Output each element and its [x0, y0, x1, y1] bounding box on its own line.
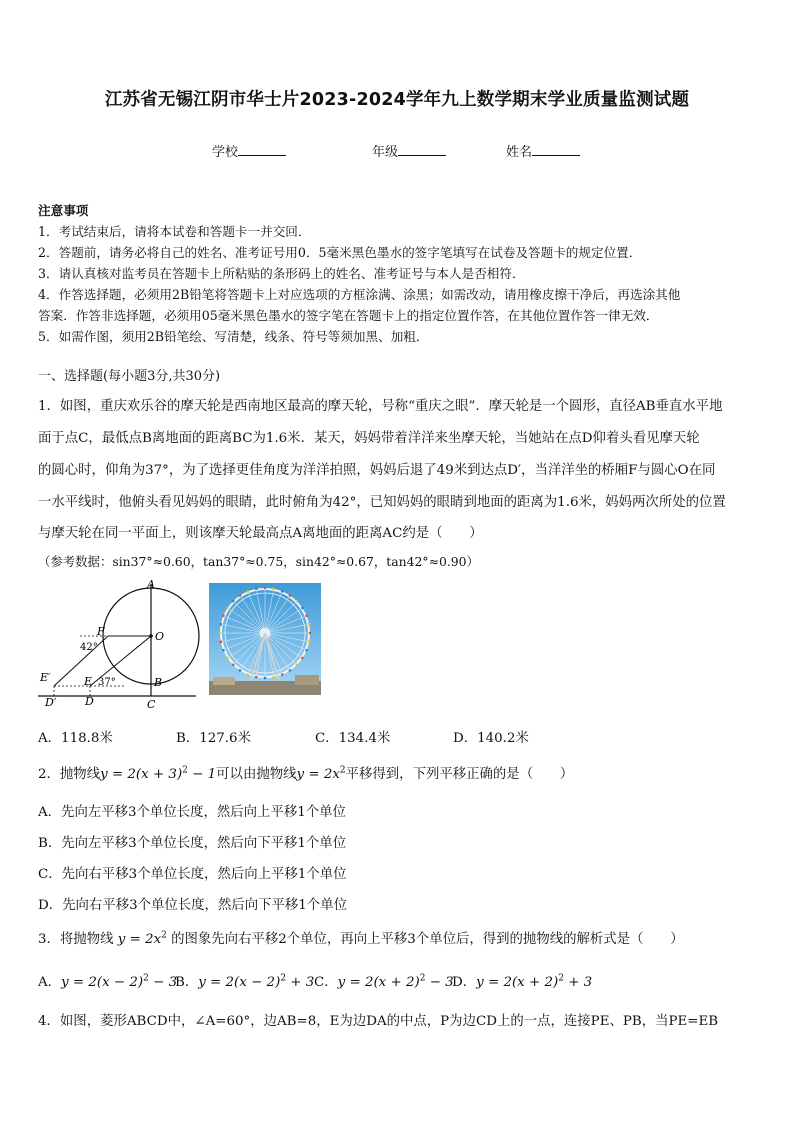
q3-stem-end: 的图象先向右平移2个单位，再向上平移3个单位后，得到的抛物线的解析式是（ ）	[171, 932, 684, 947]
wheel-cabin	[305, 649, 307, 651]
q3-eq	[118, 932, 167, 947]
q3-option-d-expr: y = 2(x + 2)	[476, 975, 559, 990]
wheel-cabin	[247, 590, 249, 592]
q3-option-a[interactable]	[38, 971, 177, 990]
q2-eq1	[100, 767, 216, 782]
wheel-cabin	[281, 590, 283, 592]
notice-item: 2．答题前，请务必将自己的姓名、准考证号用0．5毫米黑色墨水的签字笔填写在试卷及答题卡的规定位置．	[38, 245, 642, 260]
wheel-cabin	[232, 664, 234, 666]
q2-option-b[interactable]: B．先向左平移3个单位长度，然后向下平移1个单位	[38, 836, 347, 851]
notice-heading: 注意事项	[38, 203, 89, 218]
label-o: O	[155, 630, 165, 643]
q3-option-c[interactable]	[314, 971, 454, 990]
wheel-cabin	[220, 623, 222, 625]
q1-line: 的圆心时，仰角为37°，为了选择更佳角度为洋洋拍照，妈妈后退了49米到达点D′，当洋洋坐的桥厢F与圆心O在同	[38, 463, 716, 478]
q3-option-b-exp: 2	[280, 973, 287, 984]
wheel-cabin	[289, 669, 291, 671]
q3-option-a-label: A．	[38, 975, 62, 990]
q2-stem-mid: 可以由抛物线	[216, 767, 297, 782]
q3-option-c-expr: y = 2(x + 2)	[337, 975, 420, 990]
q2-option-c[interactable]: C．先向右平移3个单位长度，然后向上平移1个单位	[38, 867, 347, 882]
q3-option-d-tail: + 3	[563, 975, 593, 990]
wheel-cabin	[232, 600, 234, 602]
q1-option-d[interactable]: D．140.2米	[453, 731, 529, 746]
wheel-cabin	[239, 594, 241, 596]
ferris-wheel-photo	[209, 583, 321, 695]
grade-label: 年级	[372, 145, 399, 160]
q3-stem	[38, 928, 684, 947]
wheel-cabin	[226, 657, 228, 659]
q1-line: 一水平线时，他俯头看见妈妈的眼睛，此时俯角为42°，已知妈妈的眼睛到地面的距离为1.6米，妈妈两次所处的位置	[38, 495, 726, 510]
wheel-cabin	[301, 607, 303, 609]
q3-option-b-expr: y = 2(x − 2)	[198, 975, 281, 990]
school-label: 学校	[212, 145, 239, 160]
label-d-prime: D′	[45, 696, 57, 709]
q3-eq-base: y = 2x	[117, 932, 162, 947]
angle-42-label: 42°	[80, 642, 98, 653]
label-e: E	[84, 675, 93, 688]
notice-item: 4．作答选择题，必须用2B铅笔将答题卡上对应选项的方框涂满、涂黑；如需改动，请用橡皮擦干净后，再选涂其他	[38, 287, 681, 302]
q2-eq2-exp: 2	[339, 765, 346, 776]
q2-eq2-base: y = 2x	[296, 767, 340, 782]
wheel-cabin	[289, 594, 291, 596]
wheel-cabin	[255, 588, 257, 590]
wheel-cabin	[219, 632, 221, 634]
q2-option-d[interactable]: D．先向右平移3个单位长度，然后向下平移1个单位	[38, 898, 347, 913]
q1-geometry-figure	[36, 578, 206, 712]
notice-item: 答案．作答非选择题，必须用05毫米黑色墨水的签字笔在答题卡上的指定位置作答，在其他位置作答一律无效．	[38, 308, 659, 323]
wheel-cabin	[308, 641, 310, 643]
notice-item: 3．请认真核对监考员在答题卡上所粘贴的条形码上的姓名、准考证号与本人是否相符．	[38, 266, 525, 281]
q3-option-d-exp: 2	[558, 973, 564, 984]
q2-stem-start: 2．抛物线	[38, 767, 101, 782]
notice-item: 5．如需作图，须用2B铅笔绘、写清楚，线条、符号等须加黑、加粗．	[38, 329, 429, 344]
wheel-cabin	[309, 632, 311, 634]
school-field	[212, 141, 286, 160]
q3-option-d[interactable]	[452, 971, 592, 990]
q3-option-a-expr: y = 2(x − 2)	[61, 975, 144, 990]
wheel-cabin	[296, 600, 298, 602]
q2-option-a[interactable]: A．先向左平移3个单位长度，然后向上平移1个单位	[38, 805, 346, 820]
q3-option-b-label: B．	[175, 975, 199, 990]
q1-line: 面于点C，最低点B离地面的距离BC为1.6米．某天，妈妈带着洋洋来坐摩天轮，当她站在点D仰着头看见摩天轮	[38, 431, 700, 446]
wheel-cabin	[281, 673, 283, 675]
q3-option-c-label: C．	[314, 975, 338, 990]
wheel-cabin	[239, 669, 241, 671]
wheel-cabin	[273, 588, 275, 590]
section-heading: 一、选择题(每小题3分,共30分)	[38, 369, 221, 384]
name-blank	[532, 143, 580, 156]
wheel-cabin	[305, 615, 307, 617]
q1-option-b[interactable]: B．127.6米	[176, 731, 251, 746]
q2-eq2	[297, 767, 346, 782]
q4-stem: 4．如图，菱形ABCD中，∠A=60°，边AB=8，E为边DA的中点，P为边CD上的一点，连接PE、PB，当PE=EB	[38, 1014, 719, 1029]
notice-item: 1．考试结束后，请将本试卷和答题卡一并交回．	[38, 224, 311, 239]
q1-option-c[interactable]: C．134.4米	[315, 731, 391, 746]
wheel-cabin	[247, 673, 249, 675]
wheel-cabin	[301, 657, 303, 659]
wheel-cabin	[296, 664, 298, 666]
center-point	[149, 634, 153, 638]
label-b: B	[154, 676, 163, 689]
grade-field	[372, 141, 446, 160]
q3-option-d-label: D．	[452, 975, 477, 990]
page-title: 江苏省无锡江阴市华士片2023-2024学年九上数学期末学业质量监测试题	[104, 90, 690, 110]
q1-reference-data: （参考数据：sin37°≈0.60，tan37°≈0.75，sin42°≈0.67，tan42°≈0.90）	[38, 554, 479, 569]
q2-stem	[38, 763, 573, 782]
wheel-cabin	[264, 677, 266, 679]
q1-line: 与摩天轮在同一平面上，则该摩天轮最高点A离地面的距离AC约是（ ）	[38, 526, 483, 541]
q2-eq1-base: y = 2(x + 3)	[100, 767, 183, 782]
q3-option-b-tail: + 3	[286, 975, 315, 990]
q1-line: 1．如图，重庆欢乐谷的摩天轮是西南地区最高的摩天轮，号称“重庆之眼”．摩天轮是一个圆形，直径AB垂直水平地	[38, 399, 723, 414]
wheel-cabin	[226, 607, 228, 609]
label-f: F	[97, 625, 105, 638]
label-e-prime: E′	[40, 671, 51, 684]
wheel-cabin	[255, 676, 257, 678]
q3-option-c-exp: 2	[419, 973, 426, 984]
wheel-cabin	[222, 615, 224, 617]
wheel-cabin	[308, 623, 310, 625]
name-field	[506, 141, 580, 160]
name-label: 姓名	[506, 145, 533, 160]
wheel-cabin	[222, 649, 224, 651]
wheel-cabin	[273, 676, 275, 678]
q3-option-a-exp: 2	[143, 973, 149, 984]
q2-stem-end: 平移得到，下列平移正确的是（ ）	[345, 767, 574, 782]
q2-eq1-tail: − 1	[187, 767, 217, 782]
wheel-cabin	[220, 641, 222, 643]
q3-option-b[interactable]	[175, 971, 314, 990]
label-c: C	[147, 698, 156, 711]
q1-option-a[interactable]: A．118.8米	[38, 731, 113, 746]
label-d: D	[85, 695, 94, 708]
q3-eq-exp: 2	[161, 930, 167, 941]
grade-blank	[398, 143, 446, 156]
wheel-cabin	[264, 587, 266, 589]
q3-stem-start: 3．将抛物线	[38, 932, 114, 947]
q3-option-c-tail: − 3	[425, 975, 454, 990]
q3-option-a-tail: − 3	[148, 975, 178, 990]
angle-37-label: 37°	[98, 677, 116, 688]
school-blank	[238, 143, 286, 156]
label-a: A	[147, 578, 155, 591]
q2-eq1-exp: 2	[182, 765, 188, 776]
